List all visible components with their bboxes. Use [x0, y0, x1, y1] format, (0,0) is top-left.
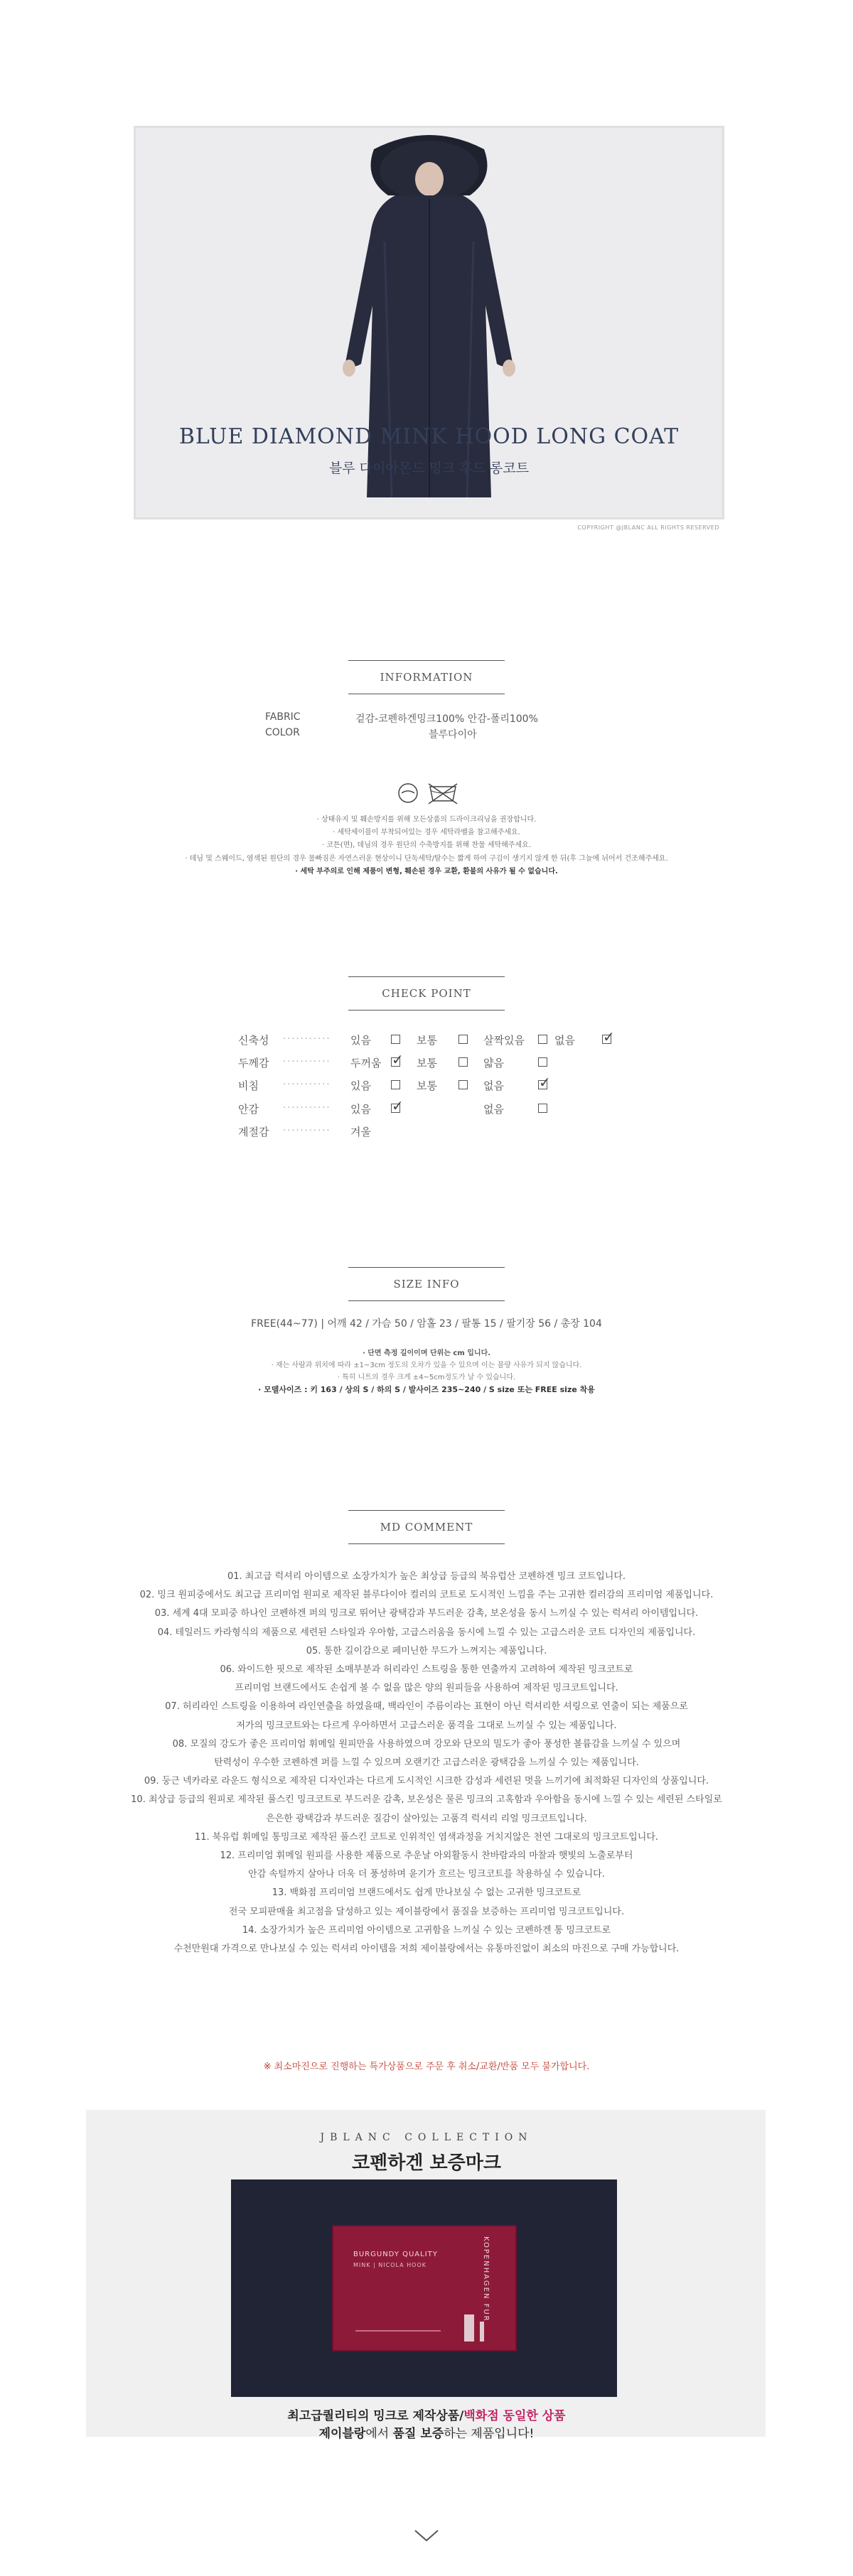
md-comment-line: 11. 북유럽 휘메일 통밍크로 제작된 풀스킨 코트로 인위적인 염색과정을 거치지않은 천연 그대로의 밍크코트입니다.: [194, 1831, 659, 1843]
checkpoint-option: 살짝있음: [483, 1034, 525, 1047]
md-comment-line: 05. 통한 길이감으로 페미닌한 무드가 느껴지는 제품입니다.: [306, 1645, 547, 1656]
checkpoint-option: 보통: [417, 1034, 437, 1047]
label-text-mink: MINK | NICOLA HOOK: [353, 2262, 427, 2268]
checkpoint-checkbox[interactable]: [458, 1035, 468, 1044]
md-comment-line: 04. 테일러드 카라형식의 제품으로 세련된 스타일과 우아함, 고급스러움을 동시에 느낄 수 있는 고급스러운 코트 디자인의 제품입니다.: [157, 1627, 696, 1638]
md-warning: ※ 최소마진으로 진행하는 특가상품으로 주문 후 취소/교환/반품 모두 불가합니다.: [263, 2062, 590, 2072]
md-comment-line: 12. 프리미엄 휘메일 원피를 사용한 제품으로 추운날 아외활동시 찬바람과의 마찰과 햇빛의 노출로부터: [220, 1850, 633, 1861]
checkpoint-checkbox[interactable]: [391, 1035, 400, 1044]
md-comment-line: 09. 둥근 넥카라로 라운드 형식으로 제작된 디자인과는 다르게 도시적인 시크한 감성과 세련된 멋을 느끼기에 최적화된 디자인의 상품입니다.: [144, 1776, 709, 1787]
checkpoint-row-label: 계절감: [238, 1126, 269, 1138]
chevron-down-icon[interactable]: [414, 2528, 439, 2543]
checkpoint-row-label: 신축성: [238, 1034, 269, 1047]
label-brand: KOPENHAGEN FUR: [482, 2236, 490, 2322]
fabric-label: FABRIC: [265, 711, 301, 723]
label-text-quality: BURGUNDY QUALITY: [353, 2251, 438, 2258]
care-line: · 세탁세이블이 부착되어있는 경우 세탁라벨을 참고해주세요.: [333, 829, 520, 836]
no-wash-icon: [429, 784, 457, 804]
checkpoint-option: 없음: [554, 1034, 575, 1047]
hero-title-korean: 블루 다이아몬드 밍크 후드 롱코트: [328, 460, 530, 476]
checkpoint-option: 보통: [417, 1079, 437, 1092]
md-heading: MD COMMENT: [348, 1510, 505, 1544]
care-line: · 상태유지 및 훼손방지를 위해 모든상품의 드라이크리닝을 권장합니다.: [316, 816, 537, 824]
size-heading: SIZE INFO: [348, 1267, 505, 1301]
checkpoint-option: 없음: [483, 1103, 504, 1116]
care-warning: · 세탁 부주의로 인해 제품이 변형, 훼손된 경우 교환, 환불의 사유가 될 수 없습니다.: [295, 868, 558, 875]
md-comment-line: 02. 밍크 원피중에서도 최고급 프리미엄 원피로 제작된 블루다이아 컬러의 코트로 도시적인 느낌을 주는 고귀한 컬러감의 프리미엄 제품입니다.: [139, 1590, 714, 1601]
md-comment-line: 프리미엄 브랜드에서도 손쉽게 볼 수 없을 많은 양의 원피들을 사용하여 제작된 밍크코트입니다.: [235, 1683, 618, 1694]
checkpoint-row-label: 두께감: [238, 1057, 269, 1069]
md-comment-line: 03. 세계 4대 모피중 하나인 코펜하겐 퍼의 밍크로 뛰어난 광택감과 부드러운 감촉, 보온성을 동시 느끼실 수 있는 럭셔리 아이템입니다.: [154, 1608, 699, 1620]
checkpoint-option: 있음: [350, 1034, 371, 1047]
care-icons: [396, 781, 460, 805]
checkpoint-option: 두꺼움: [350, 1057, 382, 1069]
md-comment-line: 안감 속털까지 살아나 더욱 더 풍성하며 윤기가 흐르는 밍크코트를 착용하실 수 있습니다.: [248, 1869, 605, 1880]
checkpoint-option: 겨울: [350, 1126, 371, 1138]
care-line: · 코튼(면), 데님의 경우 원단의 수축방지를 위해 찬물 세탁해주세요.: [322, 841, 531, 849]
checkpoint-heading: CHECK POINT: [348, 976, 505, 1011]
checkpoint-checkbox[interactable]: [538, 1057, 547, 1067]
color-value: 블루다이아: [429, 729, 477, 740]
collection-caption-1: 최고급퀄리티의 밍크로 제작상품/백화점 동일한 상품: [287, 2409, 566, 2423]
checkpoint-option: 얇음: [483, 1057, 504, 1069]
md-comment-line: 13. 백화점 프리미엄 브랜드에서도 쉽게 만나보실 수 없는 고귀한 밍크코트로: [272, 1887, 581, 1899]
md-comment-line: 저가의 밍크코트와는 다르게 우아하면서 고급스러운 품격을 그대로 느끼실 수 있는 제품입니다.: [236, 1720, 617, 1731]
md-comment-line: 14. 소장가치가 높은 프리미엄 아이템으로 고귀함을 느끼실 수 있는 코펜하겐 통 밍크코트로: [242, 1924, 611, 1936]
checkpoint-row-label: 안감: [238, 1103, 259, 1116]
dotted-leader: ···········: [283, 1034, 331, 1045]
md-comment-line: 07. 허리라인 스트링을 이용하여 라인연출을 하였을때, 백라인이 주름이라는 표현이 아닌 럭셔리한 셔링으로 연출이 되는 제품으로: [165, 1701, 688, 1713]
md-comment-line: 수천만원대 가격으로 만나보실 수 있는 럭셔리 아이템을 저희 제이블랑에서는 유통마진없이 최소의 마진으로 구매 가능합니다.: [173, 1944, 680, 1954]
md-comment-line: 01. 최고급 럭셔리 아이템으로 소장가치가 높은 최상급 등급의 북유럽산 코펜하겐 밍크 코트입니다.: [227, 1571, 626, 1582]
md-comment-line: 은은한 광택감과 부드러운 질감이 살아있는 고품격 럭셔리 리얼 밍크코트입니다.: [266, 1813, 587, 1824]
size-note: · 단면 측정 길이이며 단위는 cm 입니다.: [362, 1349, 491, 1357]
hero-title-english: BLUE DIAMOND MINK HOOD LONG COAT: [178, 424, 680, 449]
checkpoint-checkbox[interactable]: [458, 1057, 468, 1067]
size-note: · 재는 사람과 위치에 따라 ±1~3cm 정도의 오차가 있을 수 있으며 이는 불량 사유가 되지 않습니다.: [271, 1362, 582, 1369]
model-size: · 모델사이즈 : 키 163 / 상의 S / 하의 S / 발사이즈 235~240 / S size 또는 FREE size 착용: [258, 1385, 595, 1394]
information-heading: INFORMATION: [348, 660, 505, 694]
copyright-text: COPYRIGHT @JBLANC ALL RIGHTS RESERVED: [577, 524, 719, 531]
color-label: COLOR: [265, 727, 300, 738]
collection-subtitle: 코펜하겐 보증마크: [352, 2152, 501, 2174]
checkpoint-checkbox[interactable]: [538, 1104, 547, 1113]
size-main: FREE(44~77) | 어깨 42 / 가슴 50 / 암홀 23 / 팔통 15 / 팔기장 56 / 총장 104: [251, 1318, 602, 1330]
check-mark-icon: ✓: [392, 1097, 404, 1114]
checkpoint-checkbox[interactable]: [458, 1080, 468, 1089]
checkpoint-row-label: 비침: [238, 1079, 259, 1092]
check-mark-icon: ✓: [392, 1051, 404, 1068]
check-mark-icon: ✓: [603, 1028, 615, 1045]
checkpoint-checkbox[interactable]: [391, 1080, 400, 1089]
collection-caption-2: 제이블랑에서 품질 보증하는 제품입니다!: [318, 2427, 535, 2441]
md-comment-line: 전국 모피판매율 최고점을 달성하고 있는 제이블랑에서 품질을 보증하는 프리미엄 밍크코트입니다.: [228, 1906, 625, 1917]
dotted-leader: ···········: [283, 1079, 331, 1090]
md-comment-line: 10. 최상급 등급의 원피로 제작된 풀스킨 밍크코트로 부드러운 감촉, 보온성은 물론 밍크의 고혹함과 우아함을 동시에 느낄 수 있는 세련된 스타일로: [131, 1794, 722, 1806]
md-comment-line: 06. 와이드한 핏으로 제작된 소매부분과 허리라인 스트링을 통한 연출까지 고려하여 제작된 밍크코트로: [220, 1664, 633, 1675]
checkpoint-option: 보통: [417, 1057, 437, 1069]
collection-title: JBLANC COLLECTION: [320, 2132, 533, 2143]
checkpoint-checkbox[interactable]: [538, 1035, 547, 1044]
dotted-leader: ···········: [283, 1057, 331, 1067]
care-line: · 데님 및 스웨이드, 염색된 원단의 경우 물빠짐은 자연스러운 현상이니 단독세탁/탈수는 짧게 하여 구김이 생기지 않게 한 뒤(후 그늘에 뉘어서 건조해주세요.: [185, 855, 668, 863]
kopenhagen-label-photo: [231, 2179, 617, 2397]
checkpoint-option: 있음: [350, 1103, 371, 1116]
size-note: · 특히 니트의 경우 크게 ±4~5cm정도가 날 수 있습니다.: [337, 1374, 516, 1381]
md-comment-line: 08. 모질의 강도가 좋은 프리미엄 휘메일 원피만을 사용하였으며 강모와 단모의 밀도가 좋아 풍성한 볼륨감을 느끼실 수 있으며: [172, 1738, 681, 1750]
checkpoint-option: 없음: [483, 1079, 504, 1092]
check-mark-icon: ✓: [539, 1074, 551, 1091]
dry-clean-icon: [399, 784, 417, 802]
dotted-leader: ···········: [283, 1126, 331, 1136]
fabric-value: 겉감-코펜하겐밍크100% 안감-폴리100%: [355, 713, 538, 725]
md-comment-line: 탄력성이 우수한 코펜하겐 퍼를 느낄 수 있으며 오랜기간 고급스러운 광택감을 느끼실 수 있는 제품입니다.: [214, 1757, 639, 1768]
hero-image-frame: [134, 126, 724, 519]
dotted-leader: ···········: [283, 1103, 331, 1114]
checkpoint-option: 있음: [350, 1079, 371, 1092]
